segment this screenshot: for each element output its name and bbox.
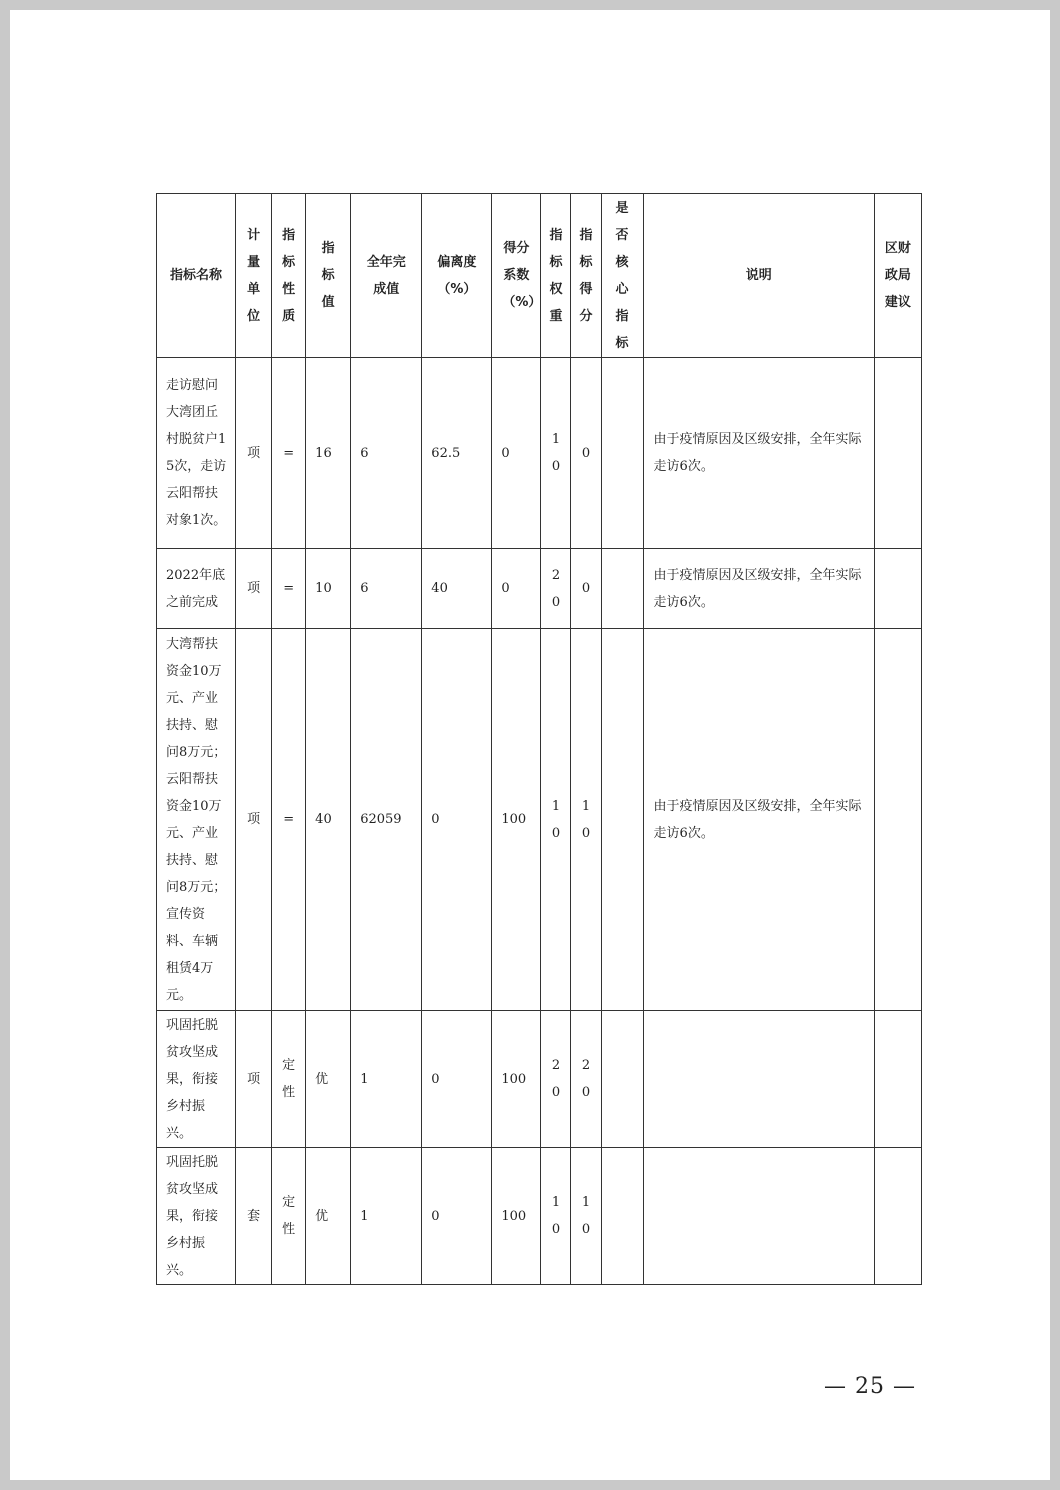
cell-core: [601, 1148, 643, 1285]
header-note: 说明: [643, 194, 874, 358]
cell-nature: 定性: [282, 1058, 296, 1100]
page-number: — 25 —: [824, 1374, 916, 1399]
header-nature: 指标性质: [282, 227, 296, 324]
cell-weight: 20: [551, 567, 561, 610]
cell-value: 优: [306, 1011, 351, 1148]
cell-actual: 6: [351, 358, 422, 549]
header-name: 指标名称: [157, 194, 236, 358]
cell-advice: [874, 629, 921, 1011]
cell-note: 由于疫情原因及区级安排，全年实际走访6次。: [643, 629, 874, 1011]
cell-score: 0: [581, 581, 591, 596]
cell-weight: 10: [551, 1195, 561, 1237]
cell-advice: [874, 358, 921, 549]
cell-unit: 项: [236, 549, 272, 629]
header-value: 指标值: [321, 241, 335, 310]
cell-score: 0: [581, 445, 591, 461]
table-row: [157, 358, 922, 549]
cell-score: 10: [581, 798, 591, 841]
header-core: 是否核心指标: [615, 200, 629, 351]
cell-name: 2022年底之前完成: [157, 549, 236, 629]
cell-actual: 1: [351, 1011, 422, 1148]
cell-deviation: 40: [422, 549, 492, 629]
cell-coef: 100: [492, 1148, 541, 1285]
cell-value: 优: [306, 1148, 351, 1285]
cell-actual: 6: [351, 549, 422, 629]
cell-unit: 项: [236, 358, 272, 549]
cell-score: 10: [581, 1195, 591, 1237]
cell-actual: 62059: [351, 629, 422, 1011]
cell-weight: 20: [551, 1058, 561, 1100]
cell-core: [601, 549, 643, 629]
cell-name: 巩固托脱贫攻坚成果，衔接乡村振兴。: [157, 1011, 236, 1148]
table-row: [157, 1011, 922, 1148]
header-advice: 区财政局建议: [884, 241, 911, 310]
cell-advice: [874, 549, 921, 629]
cell-coef: 100: [492, 1011, 541, 1148]
cell-advice: [874, 1148, 921, 1285]
header-deviation: 偏离度（%）: [437, 254, 477, 297]
cell-value: 16: [306, 358, 351, 549]
cell-core: [601, 1011, 643, 1148]
cell-note: 由于疫情原因及区级安排，全年实际走访6次。: [643, 549, 874, 629]
cell-nature: =: [272, 629, 306, 1011]
cell-coef: 0: [492, 549, 541, 629]
cell-advice: [874, 1011, 921, 1148]
cell-value: 10: [306, 549, 351, 629]
table-row: [157, 629, 922, 1011]
cell-deviation: 0: [422, 1011, 492, 1148]
cell-coef: 100: [492, 629, 541, 1011]
cell-name: 走访慰问大湾团丘村脱贫户15次，走访云阳帮扶对象1次。: [157, 358, 236, 549]
cell-deviation: 0: [422, 629, 492, 1011]
document-page: [10, 10, 1050, 1480]
cell-name: 大湾帮扶资金10万元、产业扶持、慰问8万元；云阳帮扶资金10万元、产业扶持、慰问8万元；宣传资料、车辆租赁4万元。: [157, 629, 236, 1011]
cell-name: 巩固托脱贫攻坚成果，衔接乡村振兴。: [157, 1148, 236, 1285]
header-coef: 得分系数（%）: [502, 241, 542, 310]
cell-value: 40: [306, 629, 351, 1011]
table-row: [157, 549, 922, 629]
header-actual: 全年完成值: [366, 254, 406, 297]
cell-unit: 套: [236, 1148, 272, 1285]
cell-nature: =: [272, 358, 306, 549]
header-weight: 指标权重: [549, 227, 563, 324]
header-score: 指标得分: [579, 227, 593, 324]
cell-actual: 1: [351, 1148, 422, 1285]
cell-coef: 0: [492, 358, 541, 549]
cell-core: [601, 358, 643, 549]
cell-unit: 项: [236, 629, 272, 1011]
cell-nature: 定性: [282, 1195, 296, 1237]
cell-nature: =: [272, 549, 306, 629]
cell-unit: 项: [236, 1011, 272, 1148]
cell-deviation: 62.5: [422, 358, 492, 549]
cell-note: [643, 1011, 874, 1148]
table-row: [157, 1148, 922, 1285]
header-row: [157, 194, 922, 358]
cell-deviation: 0: [422, 1148, 492, 1285]
cell-note: [643, 1148, 874, 1285]
cell-core: [601, 629, 643, 1011]
cell-weight: 10: [551, 432, 561, 474]
cell-note: 由于疫情原因及区级安排，全年实际走访6次。: [643, 358, 874, 549]
cell-score: 20: [581, 1058, 591, 1100]
performance-table: [156, 193, 922, 1285]
cell-weight: 10: [551, 798, 561, 841]
header-unit: 计量单位: [247, 227, 261, 324]
